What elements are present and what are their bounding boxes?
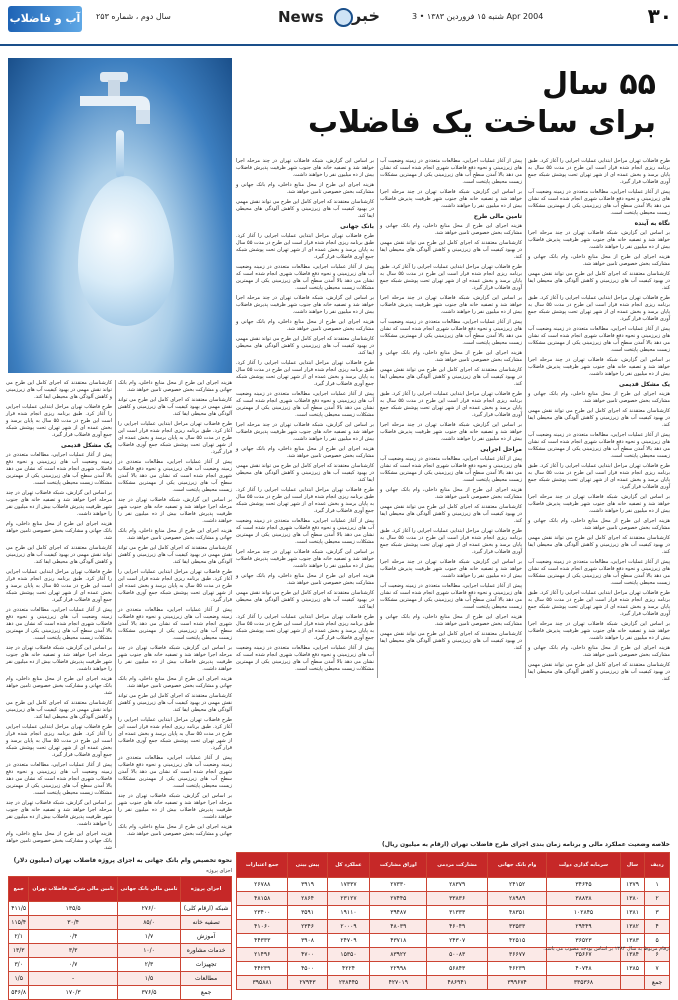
globe-icon [334, 8, 353, 27]
table-cell: ۷ [645, 962, 670, 976]
table-cell: ۳۵۶۶۷ [547, 948, 621, 962]
table-cell: مطالعات [181, 972, 232, 986]
table-right-note: ارقام مربوط به سال ۱۳۸۳ بر اساس بودجه مصوب می باشد. [543, 946, 670, 952]
table-cell: ۳۹۰۸ [288, 934, 327, 948]
table-header: سرمایه گذاری دولت [547, 853, 621, 878]
table-cell: ۲۴۳۰۷ [427, 934, 488, 948]
table-cell: ۴۸۳۵۱ [488, 906, 547, 920]
table-cell: ۱۷۰/۳ [29, 986, 117, 1000]
table-cell: ۴ [645, 920, 670, 934]
newspaper-logo: آب و فاضلاب [8, 6, 82, 32]
table-cell: ۲۰۰۰۹ [327, 920, 370, 934]
table-cell: ۳۶۶۷۷ [488, 948, 547, 962]
table-row [9, 972, 232, 986]
column-divider [115, 380, 116, 848]
table-cell: ۱۳۵/۵ [29, 902, 117, 916]
table-cell: ۴۱۰۶۰ [237, 920, 288, 934]
column-divider [525, 158, 526, 678]
table-cell: ۸۳۹۲۲ [370, 948, 427, 962]
table-cell: ۱/۷ [117, 930, 180, 944]
table-cell: ۱۹۱۱۰ [327, 906, 370, 920]
table-cell: ۲۳۴۶ [288, 920, 327, 934]
table-cell: ۱۰۲۸۴۵ [547, 906, 621, 920]
table-cell: ۵۰۰۸۳ [427, 948, 488, 962]
table-row [9, 958, 232, 972]
table-left-caption: نحوه تخصیص وام بانک جهانی به اجزای پروژه فاضلاب تهران (میلیون دلار) [13, 857, 232, 864]
table-header: جمع اعتبارات [237, 853, 288, 878]
table-cell: ۴۸۱۵۸ [237, 892, 288, 906]
title-line-2: برای ساخت یک فاضلاب [308, 105, 656, 140]
page-number: ۳۰ [647, 4, 672, 28]
table-cell: ۵۴۶/۸ [9, 986, 29, 1000]
table-cell: ۲۹۴۴۹ [547, 920, 621, 934]
table-cell: ۱۳۸۴ [620, 948, 644, 962]
table-cell: جمع [645, 976, 670, 990]
table-cell: - [29, 972, 117, 986]
table-cell: ۱۳۸۱ [620, 906, 644, 920]
water-stream [116, 130, 124, 178]
table-cell: ۱۳۸۳ [620, 934, 644, 948]
table-cell: ۲/۳ [117, 958, 180, 972]
table-row [237, 878, 670, 892]
table-left-subcaption: اجزای پروژه [206, 868, 232, 874]
table-cell: ۱۳۸۵ [620, 962, 644, 976]
table-cell: ۳۹۱۹ [288, 878, 327, 892]
faucet-water-drop-image [8, 58, 232, 373]
table-cell: ۲۸۹۸۹ [488, 892, 547, 906]
table-header: اوراق مشارکت [370, 853, 427, 878]
issue-line: سال دوم ، شماره ۲۵۳ [96, 12, 171, 21]
table-cell: ۴۵۰۰ [288, 962, 327, 976]
table-cell: ۳۹۹۶۷۴ [488, 976, 547, 990]
table-cell: ۲۷۴۴۵ [370, 892, 427, 906]
table-cell: ۴۸۰۳۹ [370, 920, 427, 934]
table-cell: ۲۱۴۹۶ [237, 948, 288, 962]
table-row [237, 906, 670, 920]
table-cell: ۳۱۳۳۳ [427, 906, 488, 920]
water-drop-icon [78, 176, 174, 326]
table-cell: ۵۶۸۴۳ [427, 962, 488, 976]
table-header: سال [620, 853, 644, 878]
table-cell: ۲۷۳۳۰ [370, 878, 427, 892]
table-cell: ۲۸۶۴ [288, 892, 327, 906]
table-cell: ۳۹۵۸۸۱ [237, 976, 288, 990]
table-cell: ۴۱۱/۵ [9, 902, 29, 916]
table-row [237, 962, 670, 976]
table-cell: ۱۳/۳ [9, 944, 29, 958]
section-label-en: News [278, 8, 324, 26]
table-cell: آموزش [181, 930, 232, 944]
table-header: جمع [9, 877, 29, 902]
table-cell: خدمات مشاوره [181, 944, 232, 958]
table-cell: ۳۰/۴ [29, 916, 117, 930]
article-title [276, 66, 656, 142]
table-cell: تصفیه خانه [181, 916, 232, 930]
table-cell: ۵ [645, 934, 670, 948]
text-column-1: طرح فاضلاب تهران مراحل ابتدایی عملیات اجرایی را آغاز کرد. طبق برنامه ریزی انجام شده قرار است این طرح در مدت ۵۵ سال به پایان برسد و بخش عمده ای از شهر تهران تحت پوشش شبکه جمع آوری فاضلاب قرار گیرد. پیش از آغاز عملیات اجرایی، مطالعات متعددی در زمینه وضعیت آب های زیرزمینی و نحوه دفع فاضلاب شهری انجام شده است که نشان می دهد بالا آمدن سطح آب های زیرزمینی یکی از مهمترین مشکلات زیست محیطی پایتخت است. نگاه به آینده بر اساس این گزارش، شبکه فاضلاب تهران در چند مرحله اجرا خواهد شد و تصفیه خانه های جنوب شهر ظرفیت پذیرش فاضلاب بیش از ده میلیون نفر را خواهند داشت. هزینه اجرای این طرح از محل منابع داخلی، وام بانک جهانی و مشارکت بخش خصوصی تامین خواهد شد. کارشناسان معتقدند که اجرای کامل این طرح می تواند نقش مهمی در بهبود کیفیت آب های زیرزمینی و کاهش آلودگی های محیطی ایفا کند. طرح فاضلاب تهران مراحل ابتدایی عملیات اجرایی را آغاز کرد. طبق برنامه ریزی انجام شده قرار است این طرح در مدت ۵۵ سال به پایان برسد و بخش عمده ای از شهر تهران تحت پوشش شبکه جمع آوری فاضلاب قرار گیرد. پیش از آغاز عملیات اجرایی، مطالعات متعددی در زمینه وضعیت آب های زیرزمینی و نحوه دفع فاضلاب شهری انجام شده است که نشان می دهد بالا آمدن سطح آب های زیرزمینی یکی از مهمترین مشکلات زیست محیطی پایتخت است. بر اساس این گزارش، شبکه فاضلاب تهران در چند مرحله اجرا خواهد شد و تصفیه خانه های جنوب شهر ظرفیت پذیرش فاضلاب بیش از ده میلیون نفر را خواهند داشت. یک مشکل قدیمی هزینه اجرای این طرح از محل منابع داخلی، وام بانک جهانی و مشارکت بخش خصوصی تامین خواهد شد. کارشناسان معتقدند که اجرای کامل این طرح می تواند نقش مهمی در بهبود کیفیت آب های زیرزمینی و کاهش آلودگی های محیطی ایفا کند. پیش از آغاز عملیات اجرایی، مطالعات متعددی در زمینه وضعیت آب های زیرزمینی و نحوه دفع فاضلاب شهری انجام شده است که نشان می دهد بالا آمدن سطح آب های زیرزمینی یکی از مهمترین مشکلات زیست محیطی پایتخت است. طرح فاضلاب تهران مراحل ابتدایی عملیات اجرایی را آغاز کرد. طبق برنامه ریزی انجام شده قرار است این طرح در مدت ۵۵ سال به پایان برسد و بخش عمده ای از شهر تهران تحت پوشش شبکه جمع آوری فاضلاب قرار گیرد. بر اساس این گزارش، شبکه فاضلاب تهران در چند مرحله اجرا خواهد شد و تصفیه خانه های جنوب شهر ظرفیت پذیرش فاضلاب بیش از ده میلیون نفر را خواهند داشت. هزینه اجرای این طرح از محل منابع داخلی، وام بانک جهانی و مشارکت بخش خصوصی تامین خواهد شد. کارشناسان معتقدند که اجرای کامل این طرح می تواند نقش مهمی در بهبود کیفیت آب های زیرزمینی و کاهش آلودگی های محیطی ایفا کند. پیش از آغاز عملیات اجرایی، مطالعات متعددی در زمینه وضعیت آب های زیرزمینی و نحوه دفع فاضلاب شهری انجام شده است که نشان می دهد بالا آمدن سطح آب های زیرزمینی یکی از مهمترین مشکلات زیست محیطی پایتخت است. طرح فاضلاب تهران مراحل ابتدایی عملیات اجرایی را آغاز کرد. طبق برنامه ریزی انجام شده قرار است این طرح در مدت ۵۵ سال به پایان برسد و بخش عمده ای از شهر تهران تحت پوشش شبکه جمع آوری فاضلاب قرار گیرد. بر اساس این گزارش، شبکه فاضلاب تهران در چند مرحله اجرا خواهد شد و تصفیه خانه های جنوب شهر ظرفیت پذیرش فاضلاب بیش از ده میلیون نفر را خواهند داشت. هزینه اجرای این طرح از محل منابع داخلی، وام بانک جهانی و مشارکت بخش خصوصی تامین خواهد شد. کارشناسان معتقدند که اجرای کامل این طرح می تواند نقش مهمی در بهبود کیفیت آب های زیرزمینی و کاهش آلودگی های محیطی ایفا کند. [528, 158, 670, 682]
table-cell: ۸۵/۰ [117, 916, 180, 930]
table-row [237, 976, 670, 990]
table-right-caption: خلاصه وضعیت عملکرد مالی و برنامه زمان بندی اجرای طرح فاضلاب تهران (ارقام به میلیون ریال) [382, 841, 670, 848]
table-cell: ۳۳۵۳۳ [488, 920, 547, 934]
table-cell: ۱ [645, 878, 670, 892]
text-column-3: بر اساس این گزارش، شبکه فاضلاب تهران در چند مرحله اجرا خواهد شد و تصفیه خانه های جنوب شهر ظرفیت پذیرش فاضلاب بیش از ده میلیون نفر را خواهند داشت. هزینه اجرای این طرح از محل منابع داخلی، وام بانک جهانی و مشارکت بخش خصوصی تامین خواهد شد. کارشناسان معتقدند که اجرای کامل این طرح می تواند نقش مهمی در بهبود کیفیت آب های زیرزمینی و کاهش آلودگی های محیطی ایفا کند. بانک جهانی طرح فاضلاب تهران مراحل ابتدایی عملیات اجرایی را آغاز کرد. طبق برنامه ریزی انجام شده قرار است این طرح در مدت ۵۵ سال به پایان برسد و بخش عمده ای از شهر تهران تحت پوشش شبکه جمع آوری فاضلاب قرار گیرد. پیش از آغاز عملیات اجرایی، مطالعات متعددی در زمینه وضعیت آب های زیرزمینی و نحوه دفع فاضلاب شهری انجام شده است که نشان می دهد بالا آمدن سطح آب های زیرزمینی یکی از مهمترین مشکلات زیست محیطی پایتخت است. بر اساس این گزارش، شبکه فاضلاب تهران در چند مرحله اجرا خواهد شد و تصفیه خانه های جنوب شهر ظرفیت پذیرش فاضلاب بیش از ده میلیون نفر را خواهند داشت. هزینه اجرای این طرح از محل منابع داخلی، وام بانک جهانی و مشارکت بخش خصوصی تامین خواهد شد. کارشناسان معتقدند که اجرای کامل این طرح می تواند نقش مهمی در بهبود کیفیت آب های زیرزمینی و کاهش آلودگی های محیطی ایفا کند. طرح فاضلاب تهران مراحل ابتدایی عملیات اجرایی را آغاز کرد. طبق برنامه ریزی انجام شده قرار است این طرح در مدت ۵۵ سال به پایان برسد و بخش عمده ای از شهر تهران تحت پوشش شبکه جمع آوری فاضلاب قرار گیرد. پیش از آغاز عملیات اجرایی، مطالعات متعددی در زمینه وضعیت آب های زیرزمینی و نحوه دفع فاضلاب شهری انجام شده است که نشان می دهد بالا آمدن سطح آب های زیرزمینی یکی از مهمترین مشکلات زیست محیطی پایتخت است. بر اساس این گزارش، شبکه فاضلاب تهران در چند مرحله اجرا خواهد شد و تصفیه خانه های جنوب شهر ظرفیت پذیرش فاضلاب بیش از ده میلیون نفر را خواهند داشت. هزینه اجرای این طرح از محل منابع داخلی، وام بانک جهانی و مشارکت بخش خصوصی تامین خواهد شد. کارشناسان معتقدند که اجرای کامل این طرح می تواند نقش مهمی در بهبود کیفیت آب های زیرزمینی و کاهش آلودگی های محیطی ایفا کند. طرح فاضلاب تهران مراحل ابتدایی عملیات اجرایی را آغاز کرد. طبق برنامه ریزی انجام شده قرار است این طرح در مدت ۵۵ سال به پایان برسد و بخش عمده ای از شهر تهران تحت پوشش شبکه جمع آوری فاضلاب قرار گیرد. پیش از آغاز عملیات اجرایی، مطالعات متعددی در زمینه وضعیت آب های زیرزمینی و نحوه دفع فاضلاب شهری انجام شده است که نشان می دهد بالا آمدن سطح آب های زیرزمینی یکی از مهمترین مشکلات زیست محیطی پایتخت است. بر اساس این گزارش، شبکه فاضلاب تهران در چند مرحله اجرا خواهد شد و تصفیه خانه های جنوب شهر ظرفیت پذیرش فاضلاب بیش از ده میلیون نفر را خواهند داشت. هزینه اجرای این طرح از محل منابع داخلی، وام بانک جهانی و مشارکت بخش خصوصی تامین خواهد شد. کارشناسان معتقدند که اجرای کامل این طرح می تواند نقش مهمی در بهبود کیفیت آب های زیرزمینی و کاهش آلودگی های محیطی ایفا کند. طرح فاضلاب تهران مراحل ابتدایی عملیات اجرایی را آغاز کرد. طبق برنامه ریزی انجام شده قرار است این طرح در مدت ۵۵ سال به پایان برسد و بخش عمده ای از شهر تهران تحت پوشش شبکه جمع آوری فاضلاب قرار گیرد. پیش از آغاز عملیات اجرایی، مطالعات متعددی در زمینه وضعیت آب های زیرزمینی و نحوه دفع فاضلاب شهری انجام شده است که نشان می دهد بالا آمدن سطح آب های زیرزمینی یکی از مهمترین مشکلات زیست محیطی پایتخت است. [236, 158, 374, 672]
table-cell: ۴۳۷۱۸ [370, 934, 427, 948]
table-left [8, 876, 232, 1000]
table-cell: شبکه (ارقام کلی) [181, 902, 232, 916]
table-cell: ۲۲۹۹۸ [370, 962, 427, 976]
table-header: عملکرد کل [327, 853, 370, 878]
table-cell: ۱۳۸۲ [620, 920, 644, 934]
table-cell: ۰/۴ [29, 930, 117, 944]
table-cell: تجهیزات [181, 958, 232, 972]
table-cell: ۲۳۸۴۴۵ [327, 976, 370, 990]
section-label-fa: خبر [352, 6, 381, 25]
table-row [9, 916, 232, 930]
text-column-2: پیش از آغاز عملیات اجرایی، مطالعات متعددی در زمینه وضعیت آب های زیرزمینی و نحوه دفع فاضلاب شهری انجام شده است که نشان می دهد بالا آمدن سطح آب های زیرزمینی یکی از مهمترین مشکلات زیست محیطی پایتخت است. بر اساس این گزارش، شبکه فاضلاب تهران در چند مرحله اجرا خواهد شد و تصفیه خانه های جنوب شهر ظرفیت پذیرش فاضلاب بیش از ده میلیون نفر را خواهند داشت. تامین مالی طرح هزینه اجرای این طرح از محل منابع داخلی، وام بانک جهانی و مشارکت بخش خصوصی تامین خواهد شد. کارشناسان معتقدند که اجرای کامل این طرح می تواند نقش مهمی در بهبود کیفیت آب های زیرزمینی و کاهش آلودگی های محیطی ایفا کند. طرح فاضلاب تهران مراحل ابتدایی عملیات اجرایی را آغاز کرد. طبق برنامه ریزی انجام شده قرار است این طرح در مدت ۵۵ سال به پایان برسد و بخش عمده ای از شهر تهران تحت پوشش شبکه جمع آوری فاضلاب قرار گیرد. بر اساس این گزارش، شبکه فاضلاب تهران در چند مرحله اجرا خواهد شد و تصفیه خانه های جنوب شهر ظرفیت پذیرش فاضلاب بیش از ده میلیون نفر را خواهند داشت. پیش از آغاز عملیات اجرایی، مطالعات متعددی در زمینه وضعیت آب های زیرزمینی و نحوه دفع فاضلاب شهری انجام شده است که نشان می دهد بالا آمدن سطح آب های زیرزمینی یکی از مهمترین مشکلات زیست محیطی پایتخت است. هزینه اجرای این طرح از محل منابع داخلی، وام بانک جهانی و مشارکت بخش خصوصی تامین خواهد شد. کارشناسان معتقدند که اجرای کامل این طرح می تواند نقش مهمی در بهبود کیفیت آب های زیرزمینی و کاهش آلودگی های محیطی ایفا کند. طرح فاضلاب تهران مراحل ابتدایی عملیات اجرایی را آغاز کرد. طبق برنامه ریزی انجام شده قرار است این طرح در مدت ۵۵ سال به پایان برسد و بخش عمده ای از شهر تهران تحت پوشش شبکه جمع آوری فاضلاب قرار گیرد. بر اساس این گزارش، شبکه فاضلاب تهران در چند مرحله اجرا خواهد شد و تصفیه خانه های جنوب شهر ظرفیت پذیرش فاضلاب بیش از ده میلیون نفر را خواهند داشت. مراحل اجرایی پیش از آغاز عملیات اجرایی، مطالعات متعددی در زمینه وضعیت آب های زیرزمینی و نحوه دفع فاضلاب شهری انجام شده است که نشان می دهد بالا آمدن سطح آب های زیرزمینی یکی از مهمترین مشکلات زیست محیطی پایتخت است. هزینه اجرای این طرح از محل منابع داخلی، وام بانک جهانی و مشارکت بخش خصوصی تامین خواهد شد. کارشناسان معتقدند که اجرای کامل این طرح می تواند نقش مهمی در بهبود کیفیت آب های زیرزمینی و کاهش آلودگی های محیطی ایفا کند. طرح فاضلاب تهران مراحل ابتدایی عملیات اجرایی را آغاز کرد. طبق برنامه ریزی انجام شده قرار است این طرح در مدت ۵۵ سال به پایان برسد و بخش عمده ای از شهر تهران تحت پوشش شبکه جمع آوری فاضلاب قرار گیرد. بر اساس این گزارش، شبکه فاضلاب تهران در چند مرحله اجرا خواهد شد و تصفیه خانه های جنوب شهر ظرفیت پذیرش فاضلاب بیش از ده میلیون نفر را خواهند داشت. پیش از آغاز عملیات اجرایی، مطالعات متعددی در زمینه وضعیت آب های زیرزمینی و نحوه دفع فاضلاب شهری انجام شده است که نشان می دهد بالا آمدن سطح آب های زیرزمینی یکی از مهمترین مشکلات زیست محیطی پایتخت است. هزینه اجرای این طرح از محل منابع داخلی، وام بانک جهانی و مشارکت بخش خصوصی تامین خواهد شد. کارشناسان معتقدند که اجرای کامل این طرح می تواند نقش مهمی در بهبود کیفیت آب های زیرزمینی و کاهش آلودگی های محیطی ایفا کند. [380, 158, 522, 651]
table-cell: ۴۲۲۴ [327, 962, 370, 976]
table-cell: ۳۸۸۳۸ [547, 892, 621, 906]
text-column-4: هزینه اجرای این طرح از محل منابع داخلی، وام بانک جهانی و مشارکت بخش خصوصی تامین خواهد شد. کارشناسان معتقدند که اجرای کامل این طرح می تواند نقش مهمی در بهبود کیفیت آب های زیرزمینی و کاهش آلودگی های محیطی ایفا کند. طرح فاضلاب تهران مراحل ابتدایی عملیات اجرایی را آغاز کرد. طبق برنامه ریزی انجام شده قرار است این طرح در مدت ۵۵ سال به پایان برسد و بخش عمده ای از شهر تهران تحت پوشش شبکه جمع آوری فاضلاب قرار گیرد. پیش از آغاز عملیات اجرایی، مطالعات متعددی در زمینه وضعیت آب های زیرزمینی و نحوه دفع فاضلاب شهری انجام شده است که نشان می دهد بالا آمدن سطح آب های زیرزمینی یکی از مهمترین مشکلات زیست محیطی پایتخت است. بر اساس این گزارش، شبکه فاضلاب تهران در چند مرحله اجرا خواهد شد و تصفیه خانه های جنوب شهر ظرفیت پذیرش فاضلاب بیش از ده میلیون نفر را خواهند داشت. هزینه اجرای این طرح از محل منابع داخلی، وام بانک جهانی و مشارکت بخش خصوصی تامین خواهد شد. کارشناسان معتقدند که اجرای کامل این طرح می تواند نقش مهمی در بهبود کیفیت آب های زیرزمینی و کاهش آلودگی های محیطی ایفا کند. طرح فاضلاب تهران مراحل ابتدایی عملیات اجرایی را آغاز کرد. طبق برنامه ریزی انجام شده قرار است این طرح در مدت ۵۵ سال به پایان برسد و بخش عمده ای از شهر تهران تحت پوشش شبکه جمع آوری فاضلاب قرار گیرد. پیش از آغاز عملیات اجرایی، مطالعات متعددی در زمینه وضعیت آب های زیرزمینی و نحوه دفع فاضلاب شهری انجام شده است که نشان می دهد بالا آمدن سطح آب های زیرزمینی یکی از مهمترین مشکلات زیست محیطی پایتخت است. بر اساس این گزارش، شبکه فاضلاب تهران در چند مرحله اجرا خواهد شد و تصفیه خانه های جنوب شهر ظرفیت پذیرش فاضلاب بیش از ده میلیون نفر را خواهند داشت. هزینه اجرای این طرح از محل منابع داخلی، وام بانک جهانی و مشارکت بخش خصوصی تامین خواهد شد. کارشناسان معتقدند که اجرای کامل این طرح می تواند نقش مهمی در بهبود کیفیت آب های زیرزمینی و کاهش آلودگی های محیطی ایفا کند. طرح فاضلاب تهران مراحل ابتدایی عملیات اجرایی را آغاز کرد. طبق برنامه ریزی انجام شده قرار است این طرح در مدت ۵۵ سال به پایان برسد و بخش عمده ای از شهر تهران تحت پوشش شبکه جمع آوری فاضلاب قرار گیرد. پیش از آغاز عملیات اجرایی، مطالعات متعددی در زمینه وضعیت آب های زیرزمینی و نحوه دفع فاضلاب شهری انجام شده است که نشان می دهد بالا آمدن سطح آب های زیرزمینی یکی از مهمترین مشکلات زیست محیطی پایتخت است. بر اساس این گزارش، شبکه فاضلاب تهران در چند مرحله اجرا خواهد شد و تصفیه خانه های جنوب شهر ظرفیت پذیرش فاضلاب بیش از ده میلیون نفر را خواهند داشت. هزینه اجرای این طرح از محل منابع داخلی، وام بانک جهانی و مشارکت بخش خصوصی تامین خواهد شد. [118, 380, 232, 837]
table-cell: جمع [181, 986, 232, 1000]
table-cell: ۲/۱ [9, 930, 29, 944]
table-cell: ۴۶۰۴۹ [427, 920, 488, 934]
table-cell: ۴۲۵۱۵ [488, 934, 547, 948]
table-cell: ۴۴۳۳۳ [237, 934, 288, 948]
table-row [237, 892, 670, 906]
table-row [9, 944, 232, 958]
table-cell: ۲ [645, 892, 670, 906]
table-header: ردیف [645, 853, 670, 878]
table-cell: ۱۰/۰ [117, 944, 180, 958]
table-header: تامین مالی شرکت فاضلاب تهران [29, 877, 117, 902]
table-cell: ۳۷۶/۵ [117, 986, 180, 1000]
table-cell: ۳۶۵۲۳ [547, 934, 621, 948]
table-cell: ۰/۷ [29, 958, 117, 972]
table-row [237, 920, 670, 934]
table-right [236, 852, 670, 990]
table-cell [620, 976, 644, 990]
table-header: وام بانک جهانی [488, 853, 547, 878]
table-cell: ۴۲۷۰۱۹ [370, 976, 427, 990]
title-line-1: ۵۵ سال [542, 67, 656, 102]
table-header: تامین مالی بانک جهانی [117, 877, 180, 902]
table-cell: ۲۶۷۸۸ [237, 878, 288, 892]
table-cell: ۱/۵ [117, 972, 180, 986]
table-row [9, 930, 232, 944]
table-cell: ۱۱۵/۴ [9, 916, 29, 930]
table-cell: ۳۴۶۴۵ [547, 878, 621, 892]
table-cell: ۴۷۰۰ [288, 948, 327, 962]
column-divider [377, 158, 378, 678]
table-cell: ۲۴۱۵۲ [488, 878, 547, 892]
table-cell: ۲۴۷۰۹ [327, 934, 370, 948]
table-cell: ۱۳۸۰ [620, 892, 644, 906]
table-cell: ۴۸۶۹۴۱ [427, 976, 488, 990]
table-cell: ۴۴۲۳۹ [237, 962, 288, 976]
text-column-5: کارشناسان معتقدند که اجرای کامل این طرح می تواند نقش مهمی در بهبود کیفیت آب های زیرزمینی و کاهش آلودگی های محیطی ایفا کند. طرح فاضلاب تهران مراحل ابتدایی عملیات اجرایی را آغاز کرد. طبق برنامه ریزی انجام شده قرار است این طرح در مدت ۵۵ سال به پایان برسد و بخش عمده ای از شهر تهران تحت پوشش شبکه جمع آوری فاضلاب قرار گیرد. یک مشکل قدیمی پیش از آغاز عملیات اجرایی، مطالعات متعددی در زمینه وضعیت آب های زیرزمینی و نحوه دفع فاضلاب شهری انجام شده است که نشان می دهد بالا آمدن سطح آب های زیرزمینی یکی از مهمترین مشکلات زیست محیطی پایتخت است. بر اساس این گزارش، شبکه فاضلاب تهران در چند مرحله اجرا خواهد شد و تصفیه خانه های جنوب شهر ظرفیت پذیرش فاضلاب بیش از ده میلیون نفر را خواهند داشت. هزینه اجرای این طرح از محل منابع داخلی، وام بانک جهانی و مشارکت بخش خصوصی تامین خواهد شد. کارشناسان معتقدند که اجرای کامل این طرح می تواند نقش مهمی در بهبود کیفیت آب های زیرزمینی و کاهش آلودگی های محیطی ایفا کند. طرح فاضلاب تهران مراحل ابتدایی عملیات اجرایی را آغاز کرد. طبق برنامه ریزی انجام شده قرار است این طرح در مدت ۵۵ سال به پایان برسد و بخش عمده ای از شهر تهران تحت پوشش شبکه جمع آوری فاضلاب قرار گیرد. پیش از آغاز عملیات اجرایی، مطالعات متعددی در زمینه وضعیت آب های زیرزمینی و نحوه دفع فاضلاب شهری انجام شده است که نشان می دهد بالا آمدن سطح آب های زیرزمینی یکی از مهمترین مشکلات زیست محیطی پایتخت است. بر اساس این گزارش، شبکه فاضلاب تهران در چند مرحله اجرا خواهد شد و تصفیه خانه های جنوب شهر ظرفیت پذیرش فاضلاب بیش از ده میلیون نفر را خواهند داشت. هزینه اجرای این طرح از محل منابع داخلی، وام بانک جهانی و مشارکت بخش خصوصی تامین خواهد شد. کارشناسان معتقدند که اجرای کامل این طرح می تواند نقش مهمی در بهبود کیفیت آب های زیرزمینی و کاهش آلودگی های محیطی ایفا کند. طرح فاضلاب تهران مراحل ابتدایی عملیات اجرایی را آغاز کرد. طبق برنامه ریزی انجام شده قرار است این طرح در مدت ۵۵ سال به پایان برسد و بخش عمده ای از شهر تهران تحت پوشش شبکه جمع آوری فاضلاب قرار گیرد. پیش از آغاز عملیات اجرایی، مطالعات متعددی در زمینه وضعیت آب های زیرزمینی و نحوه دفع فاضلاب شهری انجام شده است که نشان می دهد بالا آمدن سطح آب های زیرزمینی یکی از مهمترین مشکلات زیست محیطی پایتخت است. بر اساس این گزارش، شبکه فاضلاب تهران در چند مرحله اجرا خواهد شد و تصفیه خانه های جنوب شهر ظرفیت پذیرش فاضلاب بیش از ده میلیون نفر را خواهند داشت. هزینه اجرای این طرح از محل منابع داخلی، وام بانک جهانی و مشارکت بخش خصوصی تامین خواهد شد. [6, 380, 113, 851]
date-line: شنبه ۱۵ فروردین ۱۳۸۳ • 3 Apr 2004 [412, 12, 544, 21]
table-cell: ۳ [645, 906, 670, 920]
table-cell: ۴۰۷۴۸ [547, 962, 621, 976]
table-row [9, 902, 232, 916]
table-cell: ۲۷۹۴۳ [288, 976, 327, 990]
table-cell: ۱/۵ [9, 972, 29, 986]
faucet-icon [70, 72, 158, 132]
table-cell: ۶ [645, 948, 670, 962]
table-cell: ۱۵۳۵۰ [327, 948, 370, 962]
table-row [9, 986, 232, 1000]
table-cell: ۳۳۸۳۶ [427, 892, 488, 906]
table-header: پیش بینی [288, 853, 327, 878]
table-cell: ۳۵۹۱ [288, 906, 327, 920]
table-header: اجزای پروژه [181, 877, 232, 902]
table-cell: ۳۹۴۸۷ [370, 906, 427, 920]
table-cell: ۲۳۴۰۰ [237, 906, 288, 920]
table-cell: ۳/۰ [9, 958, 29, 972]
table-cell: ۳۳۵۳۶۸ [547, 976, 621, 990]
table-cell: ۳/۳ [29, 944, 117, 958]
table-cell: ۱۳۷۹ [620, 878, 644, 892]
table-cell: ۲۷۶/۰ [117, 902, 180, 916]
table-cell: ۲۸۳۷۹ [427, 878, 488, 892]
table-cell: ۱۷۳۳۷ [327, 878, 370, 892]
table-cell: ۴۶۲۳۹ [488, 962, 547, 976]
table-header: مشارکت مردمی [427, 853, 488, 878]
table-cell: ۲۳۱۲۷ [327, 892, 370, 906]
